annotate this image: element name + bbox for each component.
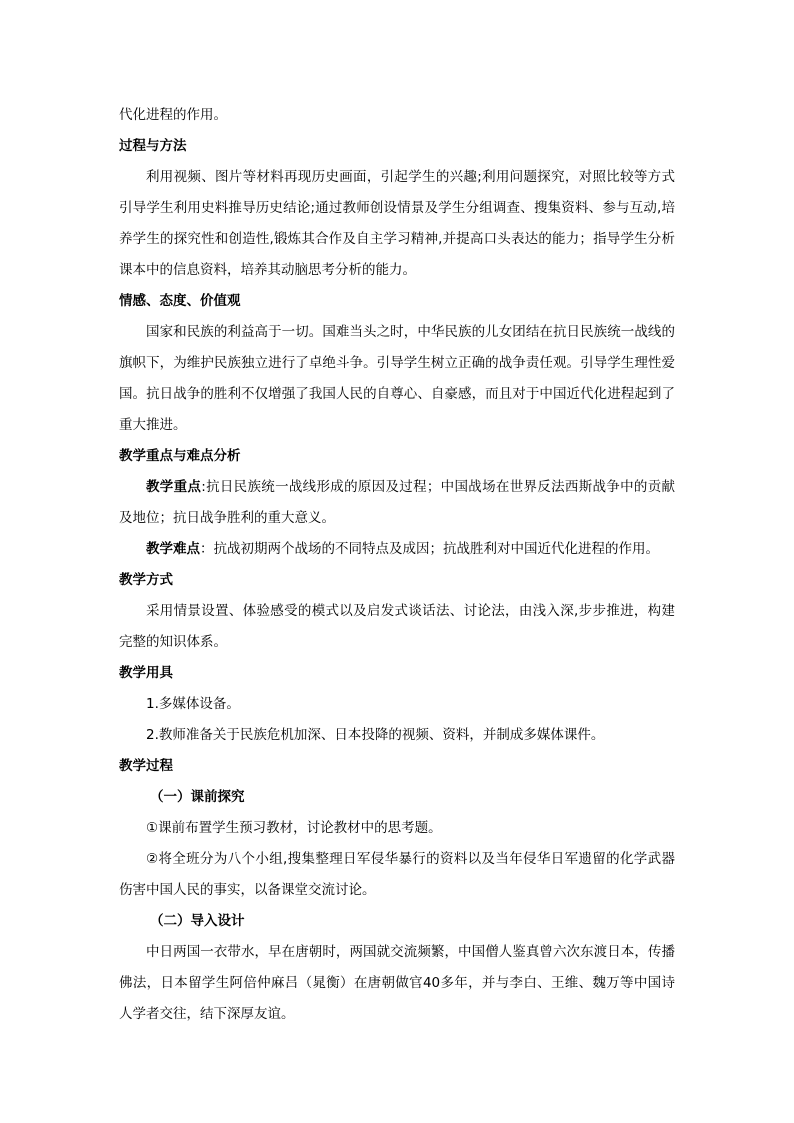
method-paragraph: 采用情景设置、体验感受的模式以及启发式谈话法、讨论法，由浅入深,步步推进，构建完整的知识体系。 [119, 603, 675, 650]
intro-design-paragraph: 中日两国一衣带水，早在唐朝时，两国就交流频繁，中国僧人鉴真曾六次东渡日本，传播佛法，日本留学生阿倍仲麻吕（晁衡）在唐朝做官40多年，并与李白、王维、魏万等中国诗人学者交往，结下深厚友谊。 [119, 944, 675, 1022]
difficulty-paragraph [119, 534, 675, 565]
document-content [119, 100, 675, 1030]
difficulty-text: ：抗战初期两个战场的不同特点及成因；抗战胜利对中国近代化进程的作用。 [200, 541, 659, 557]
subsection-heading-intro: （二）导入设计 [150, 913, 245, 929]
difficulty-label: 教学难点 [146, 541, 200, 557]
section-heading-process: 过程与方法 [119, 138, 187, 154]
focus-paragraph [119, 472, 675, 534]
intro-tail-paragraph: 代化进程的作用。 [119, 107, 227, 123]
subsection-heading-prestudy: （一）课前探究 [150, 789, 245, 805]
focus-text: :抗日民族统一战线形成的原因及过程；中国战场在世界反法西斯战争中的贡献及地位；抗日战争胜利的重大意义。 [119, 479, 675, 526]
process-paragraph: 利用视频、图片等材料再现历史画面，引起学生的兴趣;利用问题探究，对照比较等方式引导学生利用史料推导历史结论;通过教师创设情景及学生分组调查、搜集资料、参与互动,培养学生的探究性和创造性,锻炼其合作及自主学习精神,并提高口头表达的能力；指导学生分析课本中的信息资料，培养其动脑思考分析的能力。 [119, 169, 675, 278]
focus-label: 教学重点 [146, 479, 202, 495]
tools-item: 2.教师准备关于民族危机加深、日本投降的视频、资料，并制成多媒体课件。 [146, 727, 605, 743]
section-heading-tools: 教学用具 [119, 665, 173, 681]
section-heading-method: 教学方式 [119, 572, 173, 588]
section-heading-keypoints: 教学重点与难点分析 [119, 448, 241, 464]
prestudy-item: ①课前布置学生预习教材，讨论教材中的思考题。 [146, 820, 442, 836]
emotion-paragraph: 国家和民族的利益高于一切。国难当头之时，中华民族的儿女团结在抗日民族统一战线的旗帜下，为维护民族独立进行了卓绝斗争。引导学生树立正确的战争责任观。引导学生理性爱国。抗日战争的胜利不仅增强了我国人民的自尊心、自豪感，而且对于中国近代化进程起到了重大推进。 [119, 324, 675, 433]
section-heading-procedure: 教学过程 [119, 758, 173, 774]
section-heading-emotion: 情感、态度、价值观 [119, 293, 241, 309]
prestudy-item: ②将全班分为八个小组,搜集整理日军侵华暴行的资料以及当年侵华日军遗留的化学武器伤害中国人民的事实，以备课堂交流讨论。 [119, 851, 675, 898]
tools-item: 1.多媒体设备。 [146, 696, 240, 712]
